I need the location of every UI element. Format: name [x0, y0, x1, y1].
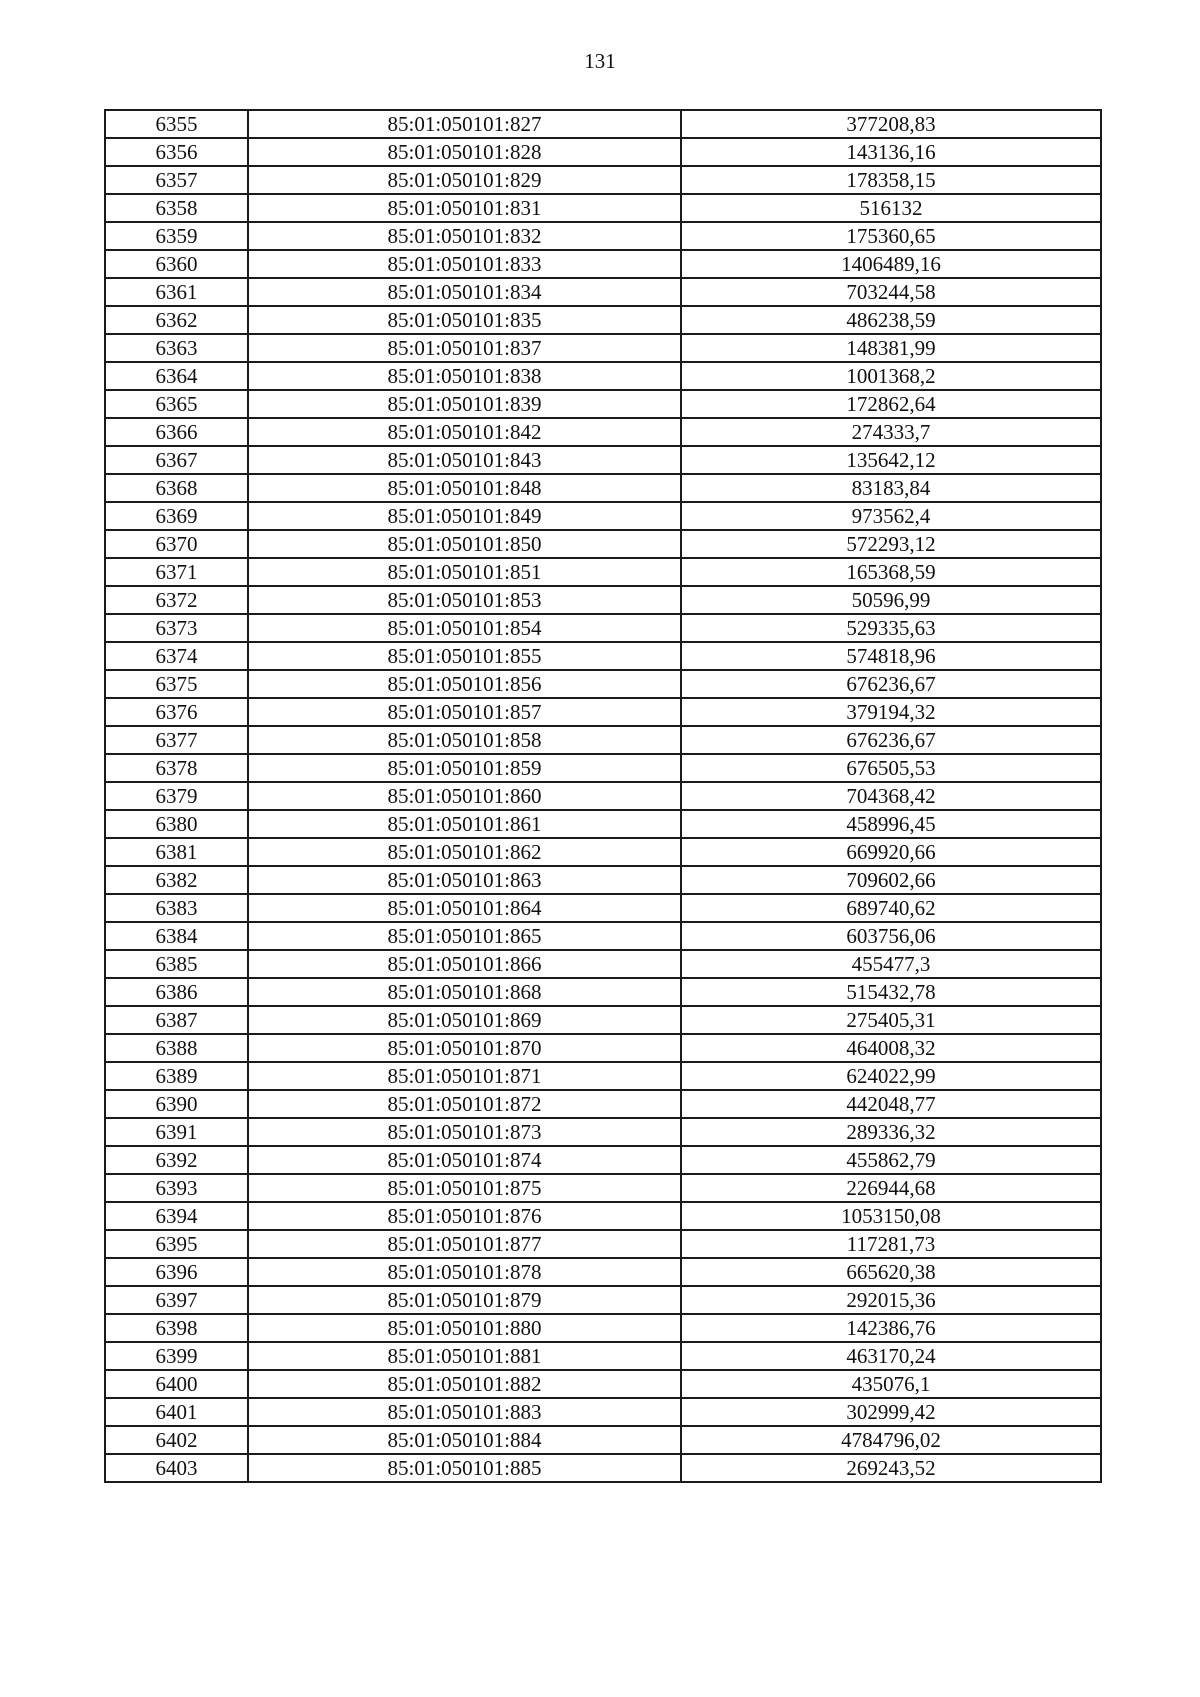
value-cell: 669920,66	[681, 838, 1101, 866]
value-cell: 603756,06	[681, 922, 1101, 950]
table-row	[105, 1202, 1101, 1230]
table-row	[105, 222, 1101, 250]
table-row	[105, 334, 1101, 362]
row-number-cell: 6358	[105, 194, 248, 222]
row-number-cell: 6403	[105, 1454, 248, 1482]
table-row	[105, 1062, 1101, 1090]
row-number-cell: 6401	[105, 1398, 248, 1426]
row-number-cell: 6375	[105, 670, 248, 698]
value-cell: 516132	[681, 194, 1101, 222]
value-cell: 442048,77	[681, 1090, 1101, 1118]
cadastral-number-cell: 85:01:050101:878	[248, 1258, 681, 1286]
value-cell: 292015,36	[681, 1286, 1101, 1314]
row-number-cell: 6361	[105, 278, 248, 306]
table-row	[105, 530, 1101, 558]
cadastral-number-cell: 85:01:050101:829	[248, 166, 681, 194]
cadastral-number-cell: 85:01:050101:881	[248, 1342, 681, 1370]
value-cell: 1053150,08	[681, 1202, 1101, 1230]
cadastral-number-cell: 85:01:050101:870	[248, 1034, 681, 1062]
value-cell: 665620,38	[681, 1258, 1101, 1286]
value-cell: 83183,84	[681, 474, 1101, 502]
row-number-cell: 6367	[105, 446, 248, 474]
cadastral-number-cell: 85:01:050101:859	[248, 754, 681, 782]
table-row	[105, 698, 1101, 726]
value-cell: 289336,32	[681, 1118, 1101, 1146]
cadastral-number-cell: 85:01:050101:873	[248, 1118, 681, 1146]
value-cell: 275405,31	[681, 1006, 1101, 1034]
value-cell: 455862,79	[681, 1146, 1101, 1174]
cadastral-number-cell: 85:01:050101:851	[248, 558, 681, 586]
value-cell: 143136,16	[681, 138, 1101, 166]
row-number-cell: 6368	[105, 474, 248, 502]
value-cell: 704368,42	[681, 782, 1101, 810]
table-row	[105, 586, 1101, 614]
value-cell: 165368,59	[681, 558, 1101, 586]
row-number-cell: 6389	[105, 1062, 248, 1090]
row-number-cell: 6378	[105, 754, 248, 782]
table-row	[105, 1230, 1101, 1258]
cadastral-number-cell: 85:01:050101:838	[248, 362, 681, 390]
value-cell: 676236,67	[681, 670, 1101, 698]
cadastral-number-cell: 85:01:050101:879	[248, 1286, 681, 1314]
cadastral-number-cell: 85:01:050101:863	[248, 866, 681, 894]
row-number-cell: 6373	[105, 614, 248, 642]
table-row	[105, 894, 1101, 922]
value-cell: 676236,67	[681, 726, 1101, 754]
value-cell: 379194,32	[681, 698, 1101, 726]
cadastral-number-cell: 85:01:050101:835	[248, 306, 681, 334]
table-row	[105, 1146, 1101, 1174]
row-number-cell: 6369	[105, 502, 248, 530]
cadastral-number-cell: 85:01:050101:855	[248, 642, 681, 670]
row-number-cell: 6374	[105, 642, 248, 670]
row-number-cell: 6359	[105, 222, 248, 250]
cadastral-number-cell: 85:01:050101:837	[248, 334, 681, 362]
value-cell: 486238,59	[681, 306, 1101, 334]
cadastral-number-cell: 85:01:050101:874	[248, 1146, 681, 1174]
table-row	[105, 138, 1101, 166]
value-cell: 574818,96	[681, 642, 1101, 670]
value-cell: 435076,1	[681, 1370, 1101, 1398]
cadastral-number-cell: 85:01:050101:872	[248, 1090, 681, 1118]
value-cell: 1001368,2	[681, 362, 1101, 390]
value-cell: 529335,63	[681, 614, 1101, 642]
page-number: 131	[584, 49, 616, 73]
table-row	[105, 950, 1101, 978]
table-row	[105, 418, 1101, 446]
table-row	[105, 166, 1101, 194]
cadastral-value-table	[104, 109, 1102, 1483]
cadastral-number-cell: 85:01:050101:883	[248, 1398, 681, 1426]
table-row	[105, 670, 1101, 698]
cadastral-number-cell: 85:01:050101:871	[248, 1062, 681, 1090]
value-cell: 50596,99	[681, 586, 1101, 614]
row-number-cell: 6396	[105, 1258, 248, 1286]
row-number-cell: 6388	[105, 1034, 248, 1062]
cadastral-number-cell: 85:01:050101:882	[248, 1370, 681, 1398]
table-row	[105, 502, 1101, 530]
row-number-cell: 6372	[105, 586, 248, 614]
value-cell: 172862,64	[681, 390, 1101, 418]
cadastral-number-cell: 85:01:050101:834	[248, 278, 681, 306]
table-row	[105, 642, 1101, 670]
cadastral-number-cell: 85:01:050101:854	[248, 614, 681, 642]
row-number-cell: 6364	[105, 362, 248, 390]
cadastral-number-cell: 85:01:050101:857	[248, 698, 681, 726]
cadastral-number-cell: 85:01:050101:862	[248, 838, 681, 866]
value-cell: 464008,32	[681, 1034, 1101, 1062]
row-number-cell: 6397	[105, 1286, 248, 1314]
cadastral-number-cell: 85:01:050101:839	[248, 390, 681, 418]
cadastral-number-cell: 85:01:050101:869	[248, 1006, 681, 1034]
row-number-cell: 6370	[105, 530, 248, 558]
value-cell: 4784796,02	[681, 1426, 1101, 1454]
cadastral-number-cell: 85:01:050101:885	[248, 1454, 681, 1482]
value-cell: 463170,24	[681, 1342, 1101, 1370]
table-row	[105, 1258, 1101, 1286]
cadastral-number-cell: 85:01:050101:875	[248, 1174, 681, 1202]
table-row	[105, 978, 1101, 1006]
table-row	[105, 1006, 1101, 1034]
table-row	[105, 446, 1101, 474]
value-cell: 624022,99	[681, 1062, 1101, 1090]
row-number-cell: 6382	[105, 866, 248, 894]
cadastral-number-cell: 85:01:050101:848	[248, 474, 681, 502]
table-row	[105, 810, 1101, 838]
table-row	[105, 866, 1101, 894]
table-body	[105, 110, 1101, 1482]
row-number-cell: 6371	[105, 558, 248, 586]
row-number-cell: 6399	[105, 1342, 248, 1370]
value-cell: 269243,52	[681, 1454, 1101, 1482]
cadastral-number-cell: 85:01:050101:856	[248, 670, 681, 698]
table-row	[105, 726, 1101, 754]
row-number-cell: 6394	[105, 1202, 248, 1230]
row-number-cell: 6385	[105, 950, 248, 978]
table-row	[105, 278, 1101, 306]
cadastral-number-cell: 85:01:050101:827	[248, 110, 681, 138]
table-row	[105, 194, 1101, 222]
row-number-cell: 6386	[105, 978, 248, 1006]
row-number-cell: 6392	[105, 1146, 248, 1174]
value-cell: 458996,45	[681, 810, 1101, 838]
cadastral-number-cell: 85:01:050101:828	[248, 138, 681, 166]
row-number-cell: 6398	[105, 1314, 248, 1342]
table-row	[105, 1286, 1101, 1314]
row-number-cell: 6357	[105, 166, 248, 194]
cadastral-number-cell: 85:01:050101:850	[248, 530, 681, 558]
value-cell: 572293,12	[681, 530, 1101, 558]
value-cell: 1406489,16	[681, 250, 1101, 278]
table-row	[105, 1314, 1101, 1342]
table-row	[105, 250, 1101, 278]
row-number-cell: 6355	[105, 110, 248, 138]
table-row	[105, 614, 1101, 642]
row-number-cell: 6395	[105, 1230, 248, 1258]
row-number-cell: 6365	[105, 390, 248, 418]
row-number-cell: 6393	[105, 1174, 248, 1202]
table-row	[105, 1342, 1101, 1370]
value-cell: 676505,53	[681, 754, 1101, 782]
value-cell: 455477,3	[681, 950, 1101, 978]
table-row	[105, 362, 1101, 390]
table-row	[105, 306, 1101, 334]
value-cell: 302999,42	[681, 1398, 1101, 1426]
row-number-cell: 6376	[105, 698, 248, 726]
row-number-cell: 6391	[105, 1118, 248, 1146]
table-row	[105, 474, 1101, 502]
cadastral-number-cell: 85:01:050101:858	[248, 726, 681, 754]
value-cell: 709602,66	[681, 866, 1101, 894]
value-cell: 117281,73	[681, 1230, 1101, 1258]
table-row	[105, 1398, 1101, 1426]
value-cell: 148381,99	[681, 334, 1101, 362]
row-number-cell: 6356	[105, 138, 248, 166]
cadastral-number-cell: 85:01:050101:853	[248, 586, 681, 614]
table-row	[105, 1174, 1101, 1202]
row-number-cell: 6366	[105, 418, 248, 446]
value-cell: 274333,7	[681, 418, 1101, 446]
value-cell: 703244,58	[681, 278, 1101, 306]
cadastral-number-cell: 85:01:050101:833	[248, 250, 681, 278]
row-number-cell: 6400	[105, 1370, 248, 1398]
table-row	[105, 838, 1101, 866]
table-row	[105, 1090, 1101, 1118]
row-number-cell: 6379	[105, 782, 248, 810]
value-cell: 377208,83	[681, 110, 1101, 138]
cadastral-number-cell: 85:01:050101:842	[248, 418, 681, 446]
cadastral-number-cell: 85:01:050101:843	[248, 446, 681, 474]
cadastral-number-cell: 85:01:050101:860	[248, 782, 681, 810]
cadastral-number-cell: 85:01:050101:861	[248, 810, 681, 838]
row-number-cell: 6383	[105, 894, 248, 922]
value-cell: 515432,78	[681, 978, 1101, 1006]
cadastral-number-cell: 85:01:050101:877	[248, 1230, 681, 1258]
cadastral-number-cell: 85:01:050101:864	[248, 894, 681, 922]
row-number-cell: 6363	[105, 334, 248, 362]
cadastral-number-cell: 85:01:050101:849	[248, 502, 681, 530]
cadastral-number-cell: 85:01:050101:866	[248, 950, 681, 978]
table-row	[105, 390, 1101, 418]
row-number-cell: 6384	[105, 922, 248, 950]
row-number-cell: 6387	[105, 1006, 248, 1034]
row-number-cell: 6377	[105, 726, 248, 754]
table-row	[105, 1034, 1101, 1062]
row-number-cell: 6390	[105, 1090, 248, 1118]
table-row	[105, 1118, 1101, 1146]
cadastral-number-cell: 85:01:050101:884	[248, 1426, 681, 1454]
cadastral-number-cell: 85:01:050101:865	[248, 922, 681, 950]
table-row	[105, 782, 1101, 810]
table-row	[105, 1454, 1101, 1482]
value-cell: 178358,15	[681, 166, 1101, 194]
row-number-cell: 6381	[105, 838, 248, 866]
cadastral-number-cell: 85:01:050101:868	[248, 978, 681, 1006]
row-number-cell: 6360	[105, 250, 248, 278]
value-cell: 142386,76	[681, 1314, 1101, 1342]
table-row	[105, 1426, 1101, 1454]
cadastral-number-cell: 85:01:050101:880	[248, 1314, 681, 1342]
value-cell: 135642,12	[681, 446, 1101, 474]
row-number-cell: 6402	[105, 1426, 248, 1454]
value-cell: 973562,4	[681, 502, 1101, 530]
table-row	[105, 1370, 1101, 1398]
value-cell: 226944,68	[681, 1174, 1101, 1202]
value-cell: 689740,62	[681, 894, 1101, 922]
row-number-cell: 6362	[105, 306, 248, 334]
cadastral-number-cell: 85:01:050101:831	[248, 194, 681, 222]
row-number-cell: 6380	[105, 810, 248, 838]
cadastral-number-cell: 85:01:050101:876	[248, 1202, 681, 1230]
table-row	[105, 558, 1101, 586]
table-row	[105, 110, 1101, 138]
value-cell: 175360,65	[681, 222, 1101, 250]
cadastral-number-cell: 85:01:050101:832	[248, 222, 681, 250]
table-row	[105, 922, 1101, 950]
table-row	[105, 754, 1101, 782]
